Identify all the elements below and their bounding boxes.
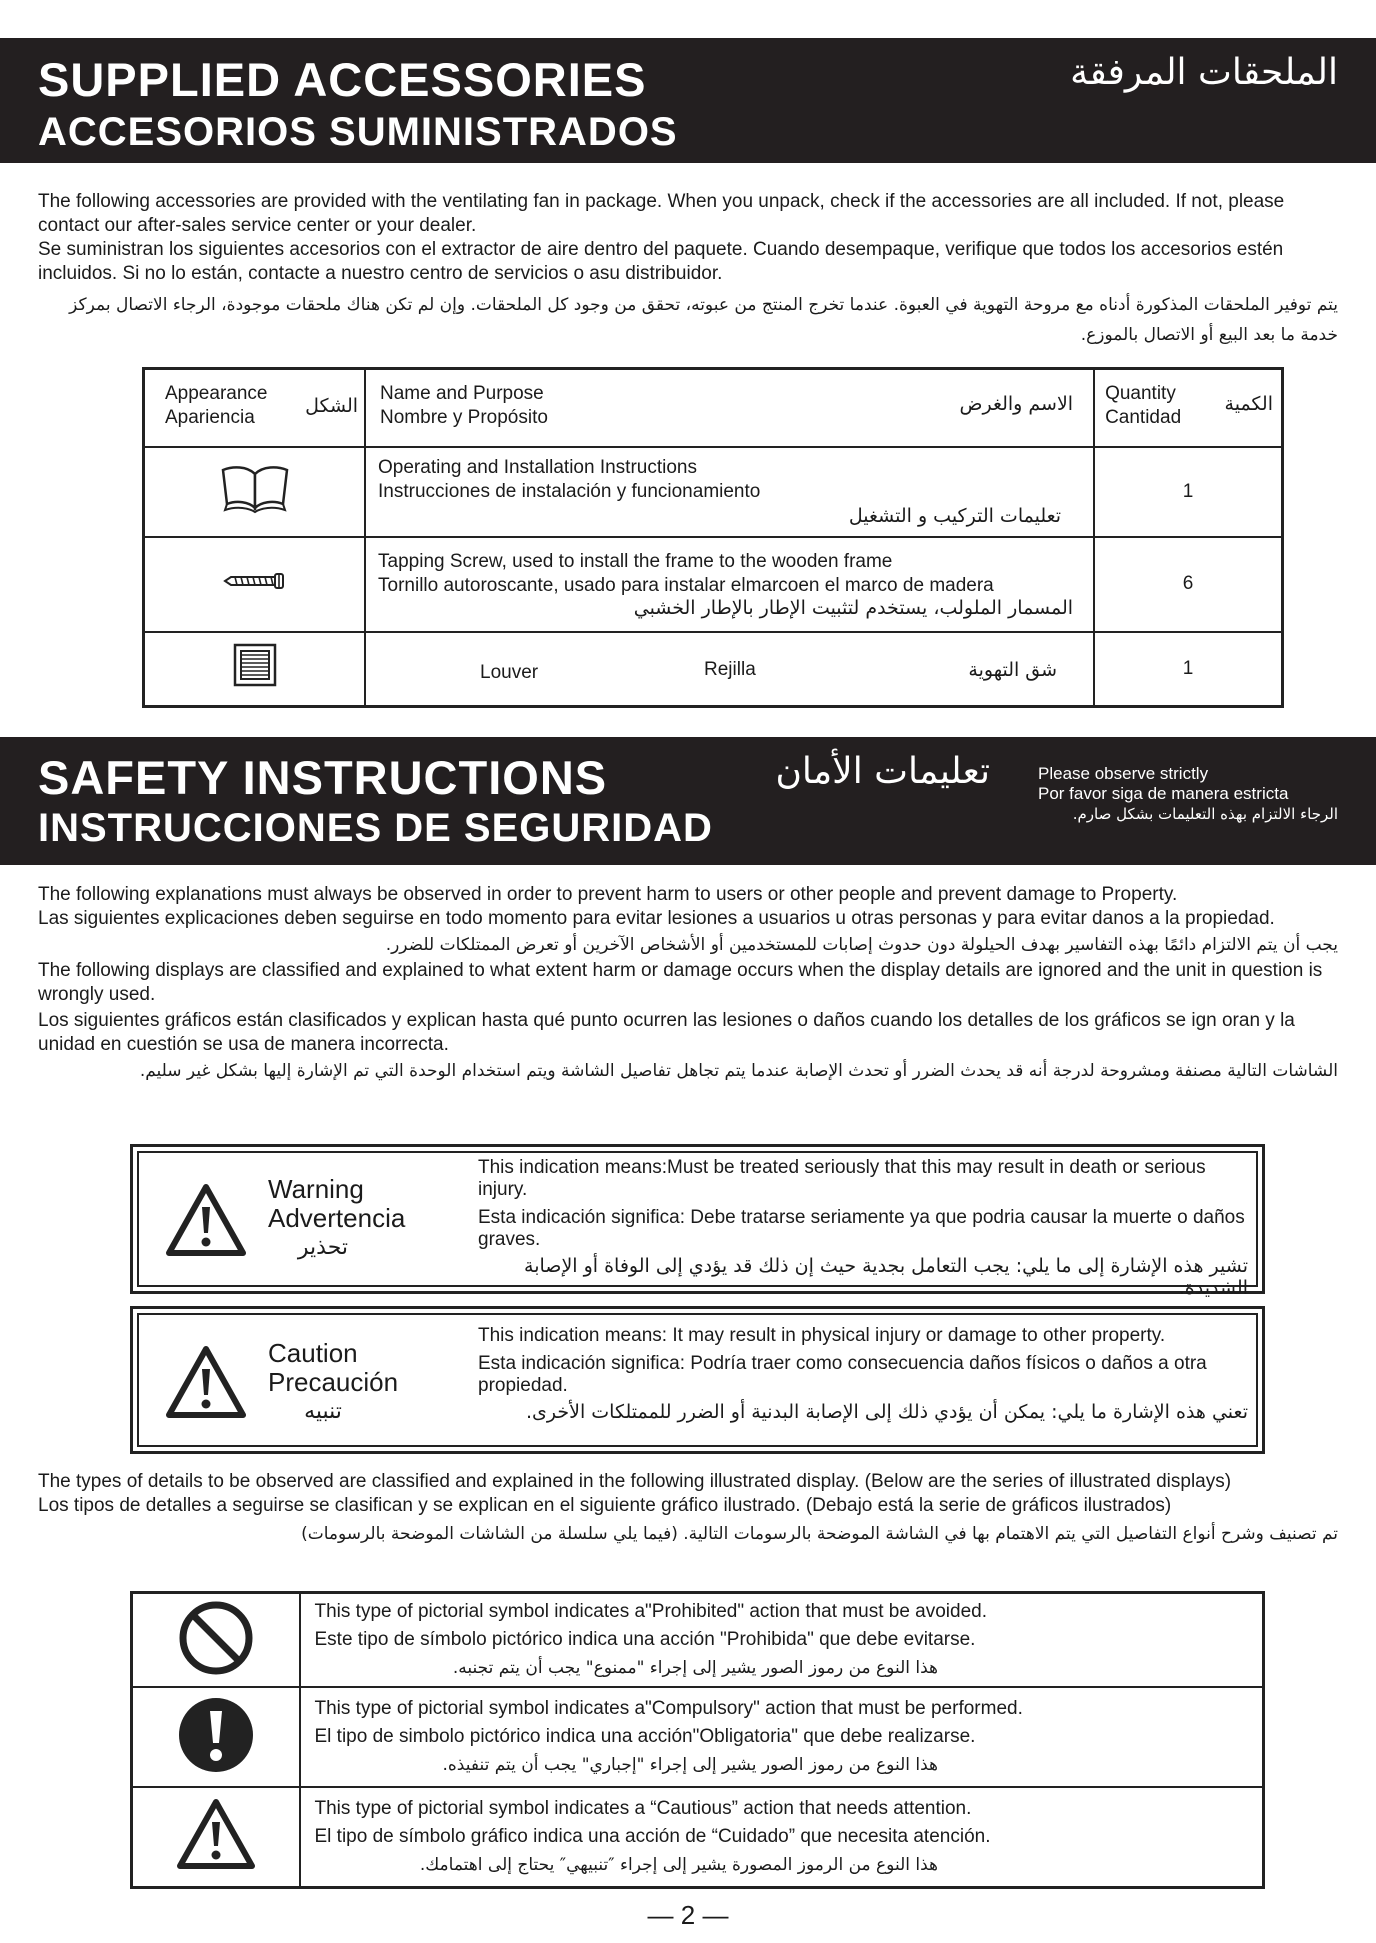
appearance-header-en: Appearance bbox=[165, 383, 268, 404]
accessories-intro-ar: يتم توفير الملحقات المذكورة أدناه مع مروحة التهوية في العبوة. عندما تخرج المنتج من عبوته، تحقق من وجود كل الملحقات. وإن لم تكن هناك ملحقات موجودة، الرجاء الاتصال بمركز خدمة ما بعد البيع أو الاتصال بالموزع. bbox=[69, 295, 1338, 345]
accessories-title-ar: الملحقات المرفقة bbox=[1070, 52, 1338, 93]
warning-text-en: This indication means:Must be treated seriously that this may result in death or serious injury. bbox=[478, 1157, 1206, 1200]
caution-label bbox=[268, 1339, 398, 1426]
quantity-cell: 1 bbox=[1094, 632, 1282, 707]
accessories-table bbox=[142, 367, 1284, 708]
name-header-en: Name and Purpose bbox=[380, 383, 544, 404]
warning-triangle-icon bbox=[165, 1183, 247, 1257]
item-name-ar: المسمار الملولب، يستخدم لتثبيت الإطار بالإطار الخشبي bbox=[633, 597, 1074, 619]
warning-label-en: Warning bbox=[268, 1174, 364, 1204]
safety-p1-en: The following explanations must always be observed in order to prevent harm to users or other people and prevent damage to Property. bbox=[38, 884, 1178, 905]
symbol-cell bbox=[132, 1787, 300, 1887]
name-cell bbox=[365, 447, 1094, 537]
name-cell bbox=[365, 632, 1094, 707]
observe-note-ar: الرجاء الالتزام بهذه التعليمات بشكل صارم. bbox=[1072, 805, 1338, 823]
compulsory-icon bbox=[176, 1695, 256, 1775]
accessories-title-en: SUPPLIED ACCESSORIES bbox=[38, 53, 647, 106]
safety-p1-ar: يجب أن يتم الالتزام دائمًا بهذه التفاسير بهدف الحيلولة دون حدوث إصابات للمستخدمين أو الأشخاص الآخرين أو تعرض الممتلكات للضرر. bbox=[385, 935, 1338, 955]
warning-text-es: Esta indicación significa: Debe tratarse seriamente ya que podria causar la muerte o daños graves. bbox=[478, 1207, 1245, 1250]
symbol-text-en: This type of pictorial symbol indicates a “Cautious” action that needs attention. bbox=[314, 1797, 972, 1819]
table-header-row bbox=[144, 369, 1283, 447]
table-row bbox=[132, 1593, 1264, 1688]
safety-intro bbox=[38, 883, 1338, 1083]
item-name-en: Operating and Installation Instructions bbox=[378, 456, 697, 478]
item-name-en: Tapping Screw, used to install the frame to the wooden frame bbox=[378, 551, 893, 572]
caution-text-en: This indication means: It may result in physical injury or damage to other property. bbox=[478, 1325, 1166, 1346]
symbol-text-en: This type of pictorial symbol indicates a"Compulsory" action that must be performed. bbox=[314, 1698, 1023, 1719]
symbol-text-en: This type of pictorial symbol indicates a"Prohibited" action that must be avoided. bbox=[314, 1601, 988, 1622]
warning-label bbox=[268, 1175, 405, 1262]
safety-p1-es: Las siguientes explicaciones deben seguirse en todo momento para evitar lesiones a usuarios u otras personas y para evitar danos a la propiedad. bbox=[38, 908, 1275, 929]
symbol-cell bbox=[132, 1593, 300, 1688]
quantity-cell: 1 bbox=[1094, 447, 1282, 537]
warning-label-ar: تحذير bbox=[297, 1235, 349, 1260]
caution-label-en: Caution bbox=[268, 1338, 358, 1368]
safety-p2-ar: الشاشات التالية مصنفة ومشروحة لدرجة أنه قد يحدث الضرر أو تحدث الإصابة عندما يتم تجاهل تفاصيل الشاشة ويتم استخدام الوحدة التي تم الإشارة إليها بشكل غير سليم. bbox=[139, 1061, 1338, 1081]
appearance-cell bbox=[144, 537, 366, 632]
warning-box bbox=[130, 1144, 1265, 1299]
appearance-cell bbox=[144, 632, 366, 707]
symbol-description bbox=[300, 1787, 1264, 1887]
quantity-header-es: Cantidad bbox=[1105, 407, 1182, 428]
screw-icon bbox=[223, 571, 287, 591]
name-cell bbox=[365, 537, 1094, 632]
item-name-ar: شق التهوية bbox=[968, 658, 1058, 681]
symbol-text-ar: هذا النوع من رموز الصور يشير إلى إجراء "ممنوع" يجب أن يتم تجنبه. bbox=[452, 1658, 938, 1678]
quantity-header bbox=[1094, 369, 1282, 447]
accessories-intro bbox=[38, 190, 1338, 350]
book-icon bbox=[217, 462, 293, 514]
symbol-text-es: El tipo de simbolo pictórico indica una acción"Obligatoria" que debe realizarse. bbox=[314, 1726, 976, 1747]
name-header-ar: الاسم والغرض bbox=[959, 393, 1074, 415]
caution-text bbox=[478, 1325, 1248, 1423]
appearance-header-es: Apariencia bbox=[165, 407, 255, 428]
appearance-header bbox=[144, 369, 366, 447]
caution-triangle-icon bbox=[165, 1345, 247, 1419]
symbol-description bbox=[300, 1593, 1264, 1688]
caution-label-es: Precaución bbox=[268, 1367, 399, 1397]
appearance-header-ar: الشكل bbox=[305, 395, 359, 417]
observe-note-es: Por favor siga de manera estricta bbox=[1038, 784, 1289, 803]
caution-text-es: Esta indicación significa: Podría traer como consecuencia daños físicos o daños a otra propiedad. bbox=[478, 1353, 1207, 1396]
safety-title-ar: تعليمات الأمان bbox=[775, 751, 990, 792]
warning-text-ar: تشير هذه الإشارة إلى ما يلي: يجب التعامل بجدية حيث إن ذلك قد يؤدي إلى الوفاة أو الإصابة الشديدة. bbox=[524, 1255, 1248, 1299]
types-intro bbox=[38, 1470, 1338, 1546]
caution-text-ar: تعني هذه الإشارة ما يلي: يمكن أن يؤدي ذلك إلى الإصابة البدنية أو الضرر للممتلكات الأخرى. bbox=[525, 1401, 1248, 1423]
symbol-description bbox=[300, 1687, 1264, 1787]
safety-title-es: INSTRUCCIONES DE SEGURIDAD bbox=[38, 806, 713, 850]
accessories-intro-es: Se suministran los siguientes accesorios con el extractor de aire dentro del paquete. Cuando desempaque, verifique que todos los accesorios estén incluidos. Si no lo están, contacte a nuestro centro de servicios o asu distribuidor. bbox=[38, 239, 1284, 284]
quantity-header-ar: الكمية bbox=[1224, 393, 1273, 415]
warning-text bbox=[478, 1157, 1248, 1299]
observe-note bbox=[1038, 764, 1338, 824]
name-purpose-header bbox=[365, 369, 1094, 447]
item-name-en: Louver bbox=[480, 661, 539, 683]
name-header-es: Nombre y Propósito bbox=[380, 407, 548, 428]
safety-p2-en: The following displays are classified and explained to what extent harm or damage occurs when the display details are ignored and the unit in question is wrongly used. bbox=[38, 960, 1323, 1005]
symbol-text-ar: هذا النوع من الرموز المصورة يشير إلى إجراء ″تنبيهي″ يحتاج إلى اهتمامك. bbox=[419, 1854, 938, 1875]
types-intro-es: Los tipos de detalles a seguirse se clasifican y se explican en el siguiente gráfico ilustrado. (Debajo está la serie de gráficos ilustrados) bbox=[38, 1495, 1172, 1516]
appearance-cell bbox=[144, 447, 366, 537]
symbol-text-ar: هذا النوع من رموز الصور يشير إلى إجراء "إجباري" يجب أن يتم تنفيذه. bbox=[442, 1755, 938, 1775]
caution-label-ar: تنبيه bbox=[304, 1399, 342, 1424]
table-row bbox=[144, 632, 1283, 707]
prohibited-icon bbox=[177, 1599, 255, 1677]
item-name-es: Tornillo autoroscante, usado para instalar elmarcoen el marco de madera bbox=[378, 575, 994, 596]
item-name-es: Instrucciones de instalación y funcionamiento bbox=[378, 480, 761, 502]
symbol-text-es: Este tipo de símbolo pictórico indica una acción "Prohibida" que debe evitarse. bbox=[314, 1629, 976, 1650]
louver-icon bbox=[233, 643, 277, 687]
accessories-intro-en: The following accessories are provided with the ventilating fan in package. When you unpack, check if the accessories are all included. If not, please contact our after-sales service center or your dealer. bbox=[38, 191, 1285, 236]
table-row bbox=[132, 1687, 1264, 1787]
item-name-es: Rejilla bbox=[704, 658, 756, 680]
accessories-header bbox=[0, 38, 1376, 163]
table-row bbox=[132, 1787, 1264, 1887]
accessories-title-es: ACCESORIOS SUMINISTRADOS bbox=[38, 110, 678, 154]
types-intro-en: The types of details to be observed are classified and explained in the following illustrated display. (Below are the series of illustrated displays) bbox=[38, 1471, 1232, 1492]
quantity-header-en: Quantity bbox=[1105, 383, 1176, 404]
caution-box bbox=[130, 1306, 1265, 1454]
safety-p2-es: Los siguientes gráficos están clasificados y explican hasta qué punto ocurren las lesiones o daños cuando los detalles de los gráficos se ign oran y la unidad en cuestión se usa de manera incorrecta. bbox=[38, 1010, 1295, 1055]
types-intro-ar: تم تصنيف وشرح أنواع التفاصيل التي يتم الاهتمام بها في الشاشة الموضحة بالرسومات التالية. (فيما يلي سلسلة من الشاشات الموضحة بالرسومات) bbox=[301, 1524, 1338, 1544]
warning-label-es: Advertencia bbox=[268, 1203, 406, 1233]
symbols-table bbox=[130, 1591, 1265, 1889]
symbol-text-es: El tipo de símbolo gráfico indica una acción de “Cuidado” que necesita atención. bbox=[314, 1825, 991, 1847]
table-row bbox=[144, 447, 1283, 537]
quantity-cell: 6 bbox=[1094, 537, 1282, 632]
safety-header bbox=[0, 737, 1376, 865]
item-name-ar: تعليمات التركيب و التشغيل bbox=[848, 504, 1062, 527]
observe-note-en: Please observe strictly bbox=[1038, 764, 1209, 783]
caution-triangle-icon bbox=[176, 1798, 256, 1870]
table-row bbox=[144, 537, 1283, 632]
safety-title-en: SAFETY INSTRUCTIONS bbox=[38, 751, 608, 804]
symbol-cell bbox=[132, 1687, 300, 1787]
page-number: — 2 — bbox=[647, 1900, 729, 1930]
